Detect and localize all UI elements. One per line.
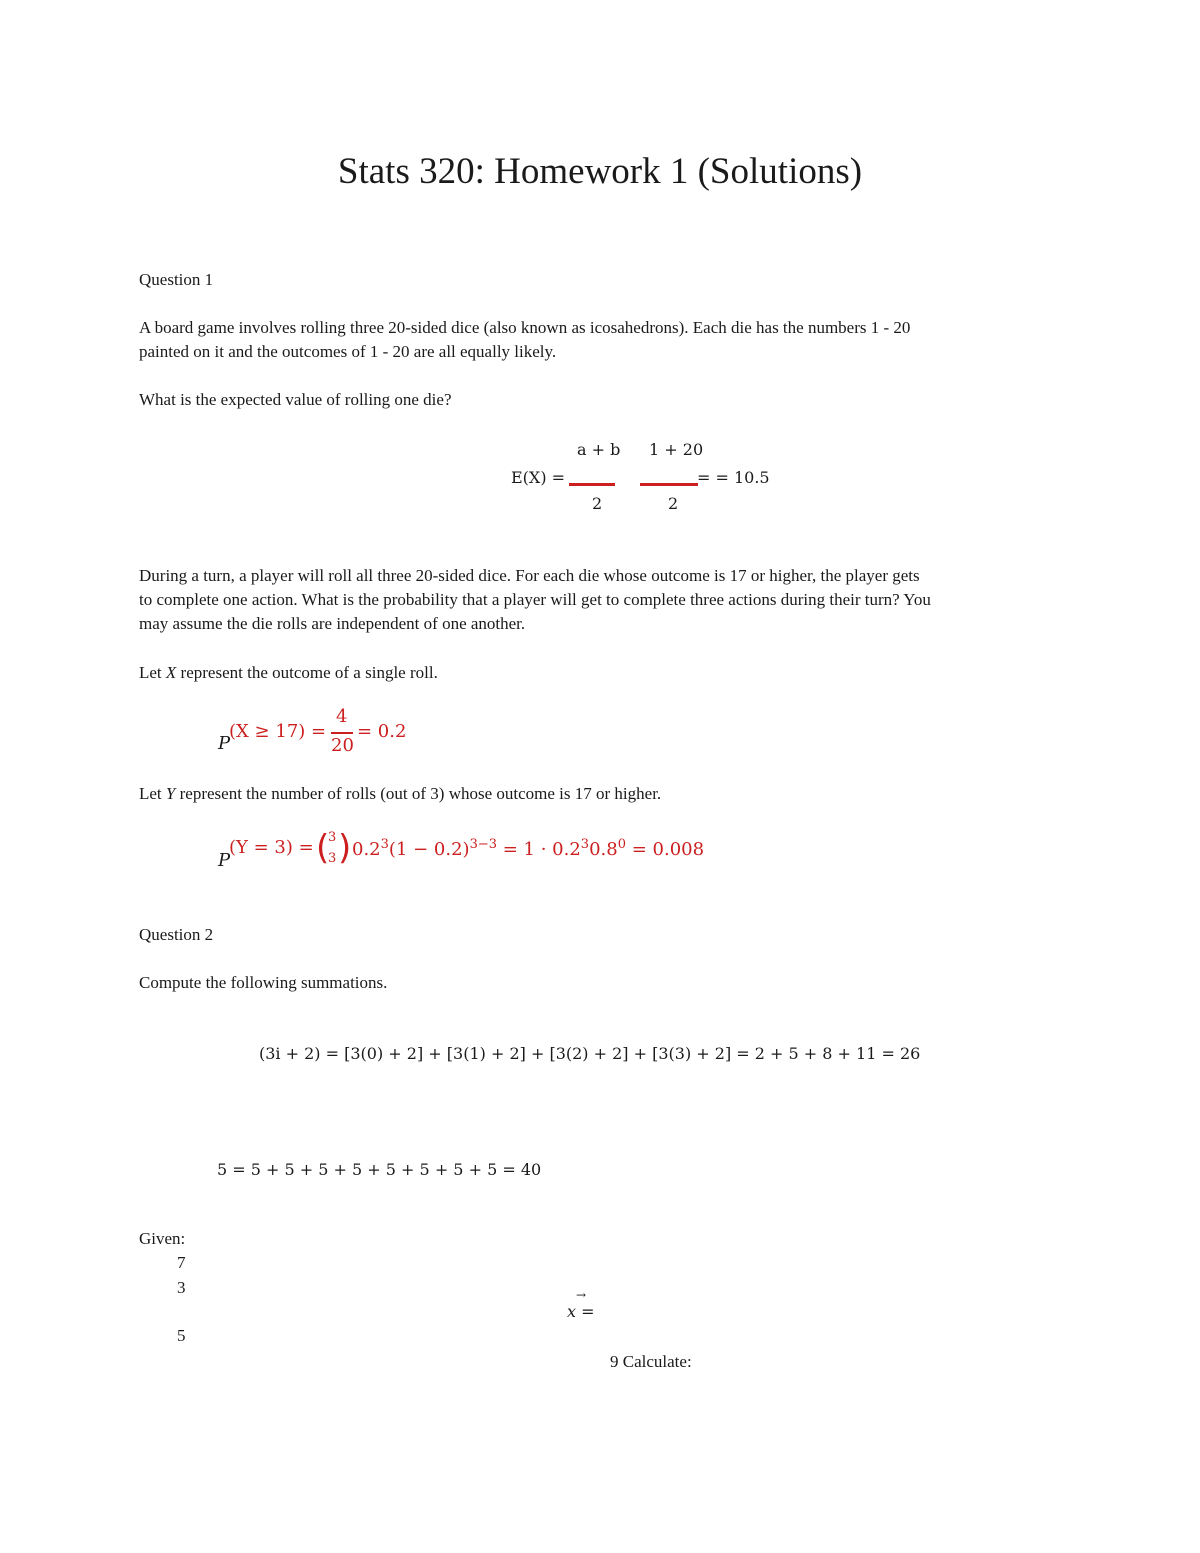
py-lhs: (Y = 3) = (229, 837, 314, 858)
question-2-heading: Question 2 (139, 925, 214, 944)
ev-result: = = 10.5 (697, 468, 770, 487)
px-fraction-bar (331, 732, 353, 734)
py-binom-left-paren: ( (316, 828, 330, 868)
px-denominator: 20 (331, 735, 354, 756)
vector-value-3: 5 (177, 1326, 186, 1345)
let-x-pre: Let (139, 663, 166, 682)
question-1-heading: Question 1 (139, 270, 214, 289)
ev-numerator-1: a + b (577, 440, 621, 459)
let-y-statement (139, 782, 661, 806)
py-expression (352, 837, 704, 860)
py-binom-top: 3 (328, 830, 337, 845)
given-label: Given: (139, 1229, 186, 1248)
vector-arrow: → (576, 1288, 587, 1302)
vector-value-1: 7 (177, 1253, 186, 1272)
py-mid: (1 − 0.2) (388, 839, 470, 860)
vector-value-2: 3 (177, 1278, 186, 1297)
ev-lhs: E(X) = (511, 468, 566, 487)
let-y-var: Y (165, 784, 176, 803)
py-exp-2: 3−3 (469, 837, 498, 852)
question-1-intro-line-2: painted on it and the outcomes of 1 - 20 are all equally likely. (139, 342, 557, 361)
py-exp-3: 3 (580, 837, 590, 852)
px-lhs: (X ≥ 17) = (229, 721, 327, 742)
py-p-symbol: P (218, 850, 231, 871)
let-y-pre: Let (139, 784, 166, 803)
py-binom-right-paren: ) (338, 828, 352, 868)
question-2-instruction: Compute the following summations. (139, 973, 388, 992)
let-y-post: represent the number of rolls (out of 3) whose outcome is 17 or higher. (175, 784, 662, 803)
py-base-1: 0.2 (352, 839, 381, 860)
px-p-symbol: P (218, 733, 231, 754)
py-result: = 0.008 (631, 839, 705, 860)
py-base-2: 0.8 (589, 839, 618, 860)
px-numerator: 4 (336, 706, 348, 727)
question-1b-line-3: may assume the die rolls are independent of one another. (139, 614, 526, 633)
py-binom-bottom: 3 (328, 851, 337, 866)
summation-1: (3i + 2) = [3(0) + 2] + [3(1) + 2] + [3(2) + 2] + [3(3) + 2] = 2 + 5 + 8 + 11 = 26 (259, 1044, 921, 1063)
ev-numerator-2: 1 + 20 (649, 440, 704, 459)
let-x-statement (139, 661, 438, 685)
py-exp-1: 3 (380, 837, 389, 852)
ev-denominator-1: 2 (592, 494, 603, 513)
calculate-label: 9 Calculate: (610, 1352, 692, 1371)
ev-fraction-bar-2 (640, 483, 698, 486)
let-x-var: X (165, 663, 177, 682)
px-rhs: = 0.2 (357, 721, 407, 742)
question-1a-text: What is the expected value of rolling one die? (139, 390, 452, 409)
summation-2: 5 = 5 + 5 + 5 + 5 + 5 + 5 + 5 + 5 = 40 (217, 1160, 542, 1179)
ev-fraction-bar-1 (569, 483, 615, 486)
py-exp-4: 0 (617, 837, 626, 852)
question-1-intro-line-1: A board game involves rolling three 20-sided dice (also known as icosahedrons). Each die has the numbers 1 - 20 (139, 318, 911, 337)
vector-label: x = (567, 1302, 595, 1321)
ev-denominator-2: 2 (668, 494, 679, 513)
py-eq: = 1 · 0.2 (502, 839, 581, 860)
question-1b-line-2: to complete one action. What is the probability that a player will get to complete three actions during their turn? You (139, 590, 931, 609)
let-x-post: represent the outcome of a single roll. (176, 663, 438, 682)
page-title: Stats 320: Homework 1 (Solutions) (337, 151, 863, 192)
question-1b-line-1: During a turn, a player will roll all three 20-sided dice. For each die whose outcome is 17 or higher, the player gets (139, 566, 920, 585)
